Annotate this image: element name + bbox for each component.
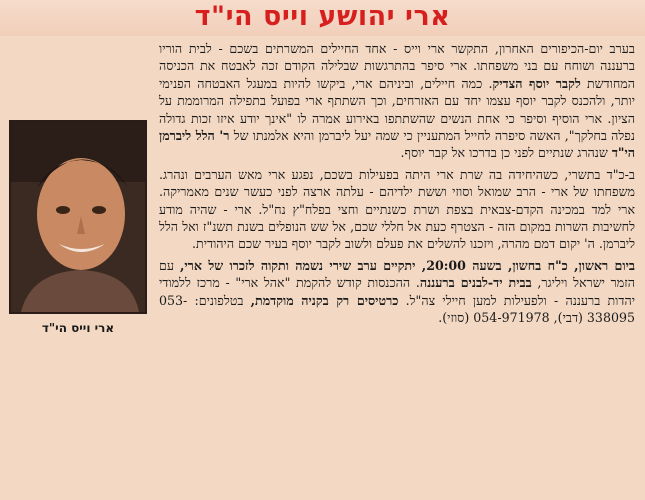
p3-bold-c: כרטיסים רק בקניה מוקדמת, xyxy=(250,292,399,308)
article-title: ארי יהושע וייס הי"ד xyxy=(194,1,451,32)
p1-text-c: שנהרג שנתיים לפני כן בדרכו אל קבר יוסף. xyxy=(400,145,612,161)
p1-text-a: בערב יום-הכיפורים האחרון, התקשר ארי וייס - אחד החיילים המשרתים בשכם - לבית הוריו ברעננה ושוחח עם בני משפחתו. ארי סיפר בהתרגשות שבלילה הקודם זכה לאבטח את הכניסה המחודשת xyxy=(159,41,635,91)
p1-bold-b: ר' הלל ליברמן הי"ד xyxy=(159,128,635,161)
article-body xyxy=(9,40,635,410)
p3-bold-a: ביום ראשון, כ"ח בחשון, בשעה 20:00, יתקיים ערב שירי נשמה ותקוה לזכרו של ארי, xyxy=(179,257,635,273)
photo-caption: ארי וייס הי"ד xyxy=(41,321,115,335)
portrait-photo xyxy=(9,120,147,314)
p1-bold-a: לקבר יוסף הצדיק xyxy=(492,75,581,91)
p3-bold-b: בבית יד-לבנים ברעננה xyxy=(419,275,532,291)
p3-text-b: . ההכנסות קודש להקמת "אהל ארי" - מרכז ללמודי יהדות ברעננה - ולפעילות למען חיילי צה"ל. xyxy=(159,275,635,308)
paragraph-2: ב-כ"ד בתשרי, כשהיחידה בה שרת ארי היתה בפעילות בשכם, נפגע ארי מאש הערבים ונהרג. משפחתו של ארי - הרב שמואל וסוזי וששת ילדיהם - עלתה ארצה לפני כעשר שנים מאמריקה. ארי למד במכינה הקדם-צבאית בצפת ושרת כשנתיים וחצי בפלח"ץ נח"ל. ארי - שהיה מודע לחשיבות השרות במקום הזה - הצטרף כעת אל חללי שכם, אל שש הנופלים בשנת תשנ"ז ואל הלל ליברמן. ה' יקום דמם מהרה, ויזכנו להשלים את פעלם ולשוב לקבר יוסף בעיר שכם היהודית. xyxy=(159,166,635,252)
p3-text-a: עם הזמר ישראל ויליגר, xyxy=(159,257,635,291)
portrait-image xyxy=(11,122,145,312)
photo-block xyxy=(9,120,147,410)
p1-text-b: . כמה חיילים, וביניהם ארי, ביקשו להיות במעגל האבטחה הפנימי יותר, ולהכנס לקבר יוסף עצמו יחד עם האזרחים, וכך השתתף ארי בפועל בתפילה המרוממת על הציון. ארי הוסיף וסיפר כי אחת הנשים שהשתתפו באירוע אמרה לו "אינך יודע איזו זכות גדולה נפלה בחלקך", האשה סיפרה לחייל המתעניין כי שמה יעל ליברמן והיא אלמנתו של xyxy=(159,75,635,144)
p3-text-c: בטלפונים: 053-338095 (דבי), 054-971978 (סוזי). xyxy=(159,292,635,326)
